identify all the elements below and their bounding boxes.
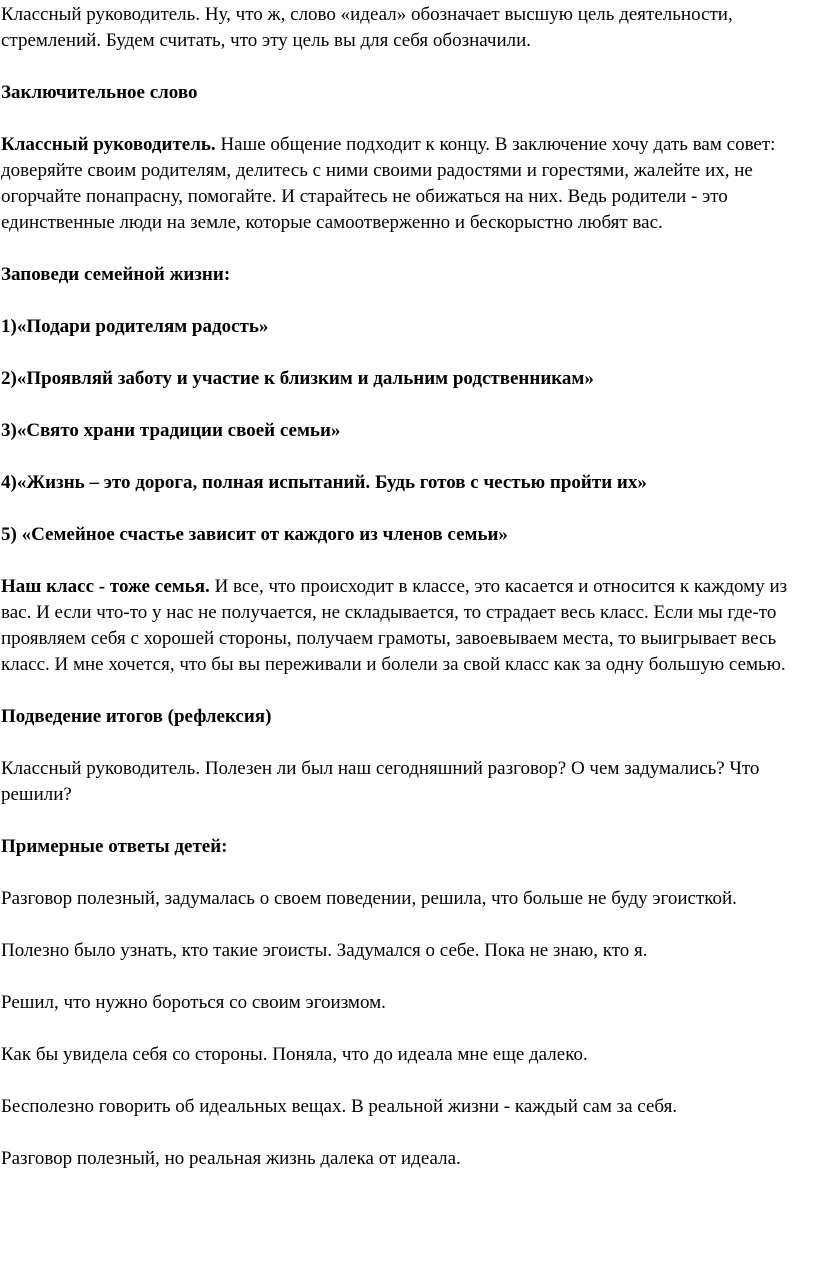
commandment-item: 1)«Подари родителям радость» bbox=[1, 316, 269, 337]
commandment-item: 2)«Проявляй заботу и участие к близким и дальним родственникам» bbox=[1, 368, 594, 389]
class-family-lead: Наш класс - тоже семья. bbox=[1, 576, 210, 597]
paragraph-class-family bbox=[1, 574, 812, 678]
answer-item: Разговор полезный, но реальная жизнь далека от идеала. bbox=[1, 1148, 461, 1169]
commandment-item: 5) «Семейное счастье зависит от каждого из членов семьи» bbox=[1, 524, 508, 545]
answer-item: Как бы увидела себя со стороны. Поняла, что до идеала мне еще далеко. bbox=[1, 1044, 588, 1065]
answer-item: Полезно было узнать, кто такие эгоисты. Задумался о себе. Пока не знаю, кто я. bbox=[1, 940, 648, 961]
paragraph-ideal: Классный руководитель. Ну, что ж, слово «идеал» обозначает высшую цель деятельности, стремлений. Будем считать, что эту цель вы для себя обозначили. bbox=[1, 4, 733, 51]
paragraph-conclusion-text: Наше общение подходит к концу. В заключение хочу дать вам совет: доверяйте своим родителям, делитесь с ними своими радостями и горестями, жалейте их, не огорчайте понапрасну, помогайте. И старайтесь не обижаться на них. Ведь родители - это единственные люди на земле, которые самоотверженно и бескорыстно любят вас. bbox=[1, 134, 776, 233]
heading-commandments: Заповеди семейной жизни: bbox=[1, 264, 231, 285]
heading-final-word: Заключительное слово bbox=[1, 82, 198, 103]
paragraph-reflection-question: Классный руководитель. Полезен ли был наш сегодняшний разговор? О чем задумались? Что решили? bbox=[1, 758, 760, 805]
answer-item: Решил, что нужно бороться со своим эгоизмом. bbox=[1, 992, 386, 1013]
commandment-item: 3)«Свято храни традиции своей семьи» bbox=[1, 420, 341, 441]
heading-sample-answers: Примерные ответы детей: bbox=[1, 836, 228, 857]
paragraph-class-family-text: И все, что происходит в классе, это касается и относится к каждому из вас. И если что-то у нас не получается, не складывается, то страдает весь класс. Если мы где-то проявляем себя с хорошей стороны, получаем грамоты, завоевываем места, то выигрывает весь класс. И мне хочется, что бы вы переживали и болели за свой класс как за одну большую семью. bbox=[1, 576, 788, 675]
paragraph-conclusion bbox=[1, 132, 812, 236]
speaker-label: Классный руководитель. bbox=[1, 134, 216, 155]
answer-item: Разговор полезный, задумалась о своем поведении, решила, что больше не буду эгоисткой. bbox=[1, 888, 737, 909]
answer-item: Бесполезно говорить об идеальных вещах. В реальной жизни - каждый сам за себя. bbox=[1, 1096, 678, 1117]
heading-summary: Подведение итогов (рефлексия) bbox=[1, 706, 272, 727]
commandment-item: 4)«Жизнь – это дорога, полная испытаний. Будь готов с честью пройти их» bbox=[1, 472, 647, 493]
